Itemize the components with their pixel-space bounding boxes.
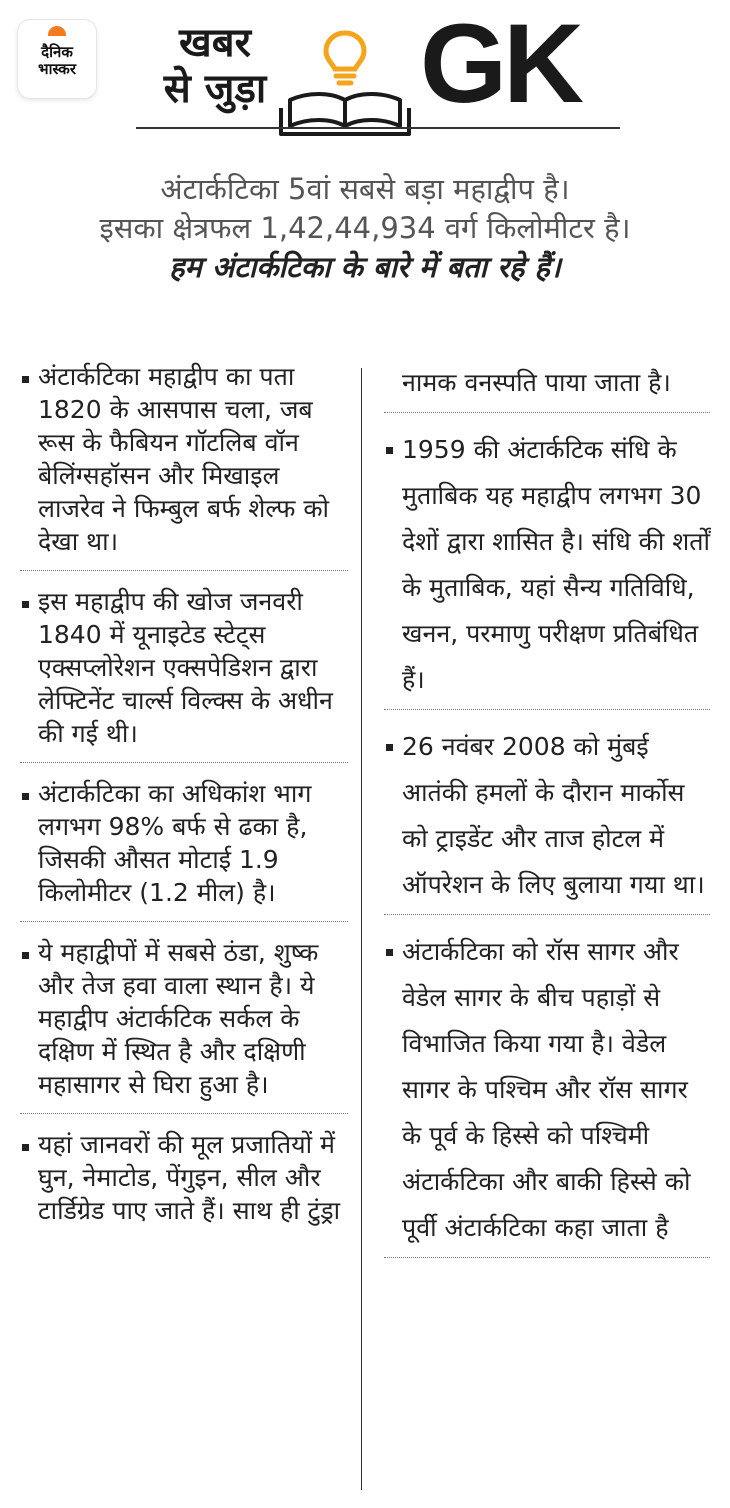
lightbulb-icon xyxy=(322,30,368,86)
dainik-bhaskar-logo[interactable] xyxy=(18,20,96,98)
fact-item: 26 नवंबर 2008 को मुंबई आतंकी हमलों के दौरान मार्कोस को ट्राइडेंट और ताज होटल में ऑपरेशन के लिए बुलाया गया था। xyxy=(384,724,710,915)
header-title-line1: खबर xyxy=(179,20,251,66)
fact-item: यहां जानवरों की मूल प्रजातियों में घुन, नेमाटोड, पेंगुइन, सील और टार्डिग्रेड पाए जाते हैं। साथ ही टुंड्रा xyxy=(20,1128,348,1239)
header-title xyxy=(150,20,280,112)
fact-item-continuation: नामक वनस्पति पाया जाता है। xyxy=(384,360,710,413)
logo-text-line2: भास्कर xyxy=(38,60,76,78)
fact-item: 1959 की अंटार्कटिक संधि के मुताबिक यह महाद्वीप लगभग 30 देशों द्वारा शासित है। संधि की शर्तों के मुताबिक, यहां सैन्य गतिविधि, खनन, परमाणु परीक्षण प्रतिबंधित हैं। xyxy=(384,427,710,710)
intro-block xyxy=(20,170,710,287)
intro-line-2: इसका क्षेत्रफल 1,42,44,934 वर्ग किलोमीटर है। xyxy=(99,211,631,245)
fact-item: इस महाद्वीप की खोज जनवरी 1840 में यूनाइटेड स्टेट्स एक्सप्लोरेशन एक्सपेडिशन द्वारा लेफ्टिनेंट चार्ल्स विल्क्स के अधीन की गई थी। xyxy=(20,585,348,763)
header-title-line2: से जुड़ा xyxy=(163,66,267,112)
logo-text-line1: दैनिक xyxy=(41,43,73,61)
column-divider xyxy=(361,368,362,1490)
fact-item: अंटार्कटिका को रॉस सागर और वेडेल सागर के बीच पहाड़ों से विभाजित किया गया है। वेडेल सागर के पश्चिम और रॉस सागर के पूर्व के हिस्से को पश्चिमी अंटार्कटिका और बाकी हिस्से को पूर्वी अंटार्कटिका कहा जाता है xyxy=(384,929,710,1258)
logo-sun-icon xyxy=(48,26,66,36)
right-column xyxy=(384,360,710,1272)
fact-item: ये महाद्वीपों में सबसे ठंडा, शुष्क और तेज हवा वाला स्थान है। ये महाद्वीप अंटार्कटिक सर्कल के दक्षिण में स्थित है और दक्षिणी महासागर से घिरा हुआ है। xyxy=(20,936,348,1114)
header-divider xyxy=(136,127,620,129)
fact-item: अंटार्कटिका का अधिकांश भाग लगभग 98% बर्फ से ढका है, जिसकी औसत मोटाई 1.9 किलोमीटर (1.2 मील) है। xyxy=(20,777,348,922)
left-column xyxy=(20,360,348,1253)
header-gk-title: GK xyxy=(420,1,580,126)
open-book-icon xyxy=(278,86,412,138)
intro-line-1: अंटार्कटिका 5वां सबसे बड़ा महाद्वीप है। xyxy=(160,172,570,206)
fact-item: अंटार्कटिका महाद्वीप का पता 1820 के आसपास चला, जब रूस के फैबियन गॉटलिब वॉन बेलिंग्सहॉसन और मिखाइल लाजरेव ने फिम्बुल बर्फ शेल्फ को देखा था। xyxy=(20,360,348,571)
intro-line-3: हम अंटार्कटिका के बारे में बता रहे हैं। xyxy=(169,250,561,284)
